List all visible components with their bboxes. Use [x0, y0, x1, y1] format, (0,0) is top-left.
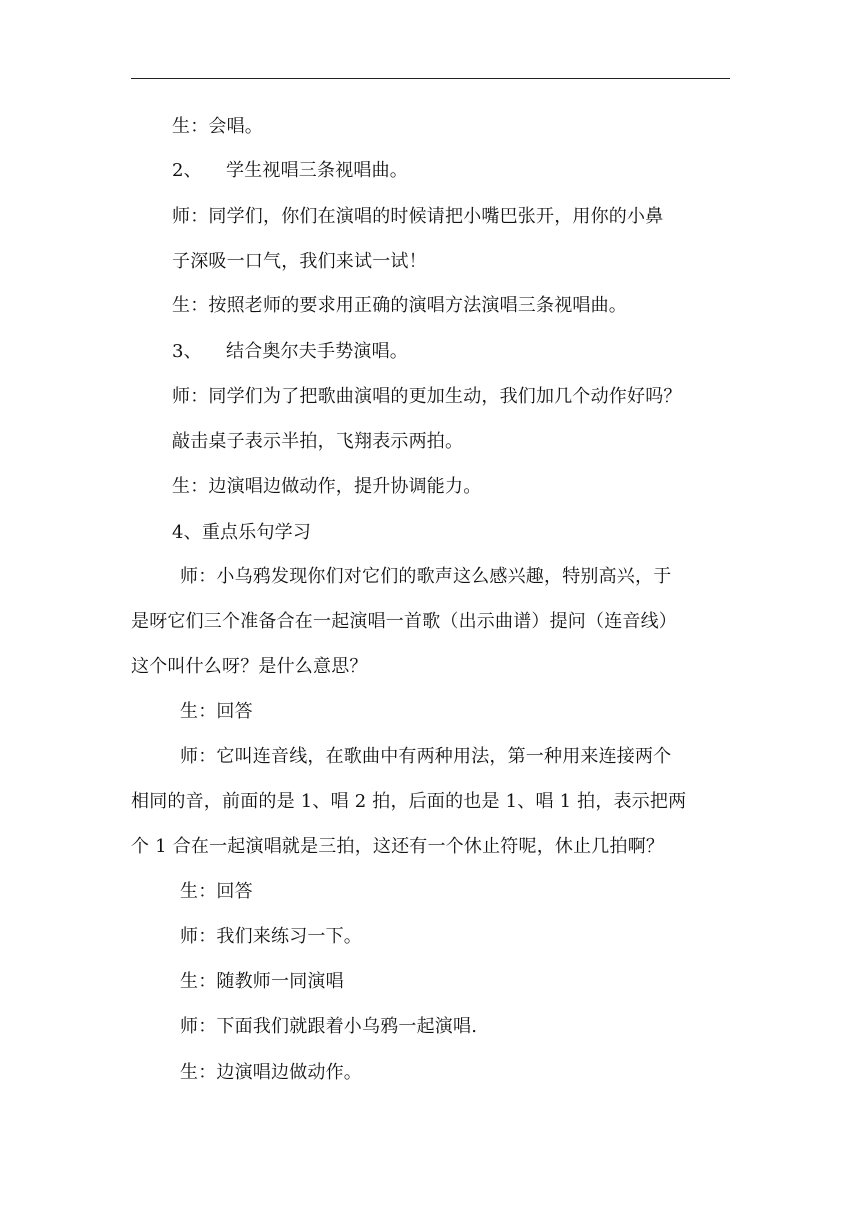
dialogue-line: 生：会唱。: [172, 116, 263, 137]
dialogue-line: 生：边演唱边做动作。: [180, 1062, 362, 1083]
dialogue-line: 师：我们来练习一下。: [180, 926, 362, 947]
dialogue-line: 这个叫什么呀？是什么意思？: [131, 656, 368, 677]
dialogue-line: 生：回答: [180, 881, 253, 902]
dialogue-line: 生：随教师一同演唱: [180, 971, 344, 992]
dialogue-line: 子深吸一口气，我们来试一试！: [172, 251, 427, 272]
step-number: 2、: [172, 160, 202, 181]
dialogue-line: 师：它叫连音线，在歌曲中有两种用法，第一种用来连接两个: [180, 746, 672, 767]
dialogue-line: 生：边演唱边做动作，提升协调能力。: [172, 476, 482, 497]
dialogue-line: 相同的音，前面的是 1、唱 2 拍，后面的也是 1、唱 1 拍，表示把两: [131, 791, 687, 812]
dialogue-line: 师：同学们为了把歌曲演唱的更加生动，我们加几个动作好吗？: [172, 386, 682, 407]
numbered-step: [172, 341, 408, 363]
dialogue-line: 生：回答: [180, 701, 253, 722]
dialogue-line: 生：按照老师的要求用正确的演唱方法演唱三条视唱曲。: [172, 295, 627, 316]
step-text: 学生视唱三条视唱曲。: [226, 160, 408, 181]
numbered-step: [172, 160, 408, 182]
dialogue-line: 师：下面我们就跟着小乌鸦一起演唱.: [180, 1016, 478, 1037]
dialogue-line: 师：小乌鸦发现你们对它们的歌声这么感兴趣，特别高兴，于: [180, 566, 672, 587]
dialogue-line: 敲击桌子表示半拍，飞翔表示两拍。: [172, 431, 464, 452]
section-heading: 4、重点乐句学习: [172, 522, 312, 543]
dialogue-line: 师：同学们，你们在演唱的时候请把小嘴巴张开，用你的小鼻: [172, 206, 664, 227]
dialogue-line: 是呀它们三个准备合在一起演唱一首歌（出示曲谱）提问（连音线）: [131, 611, 677, 632]
step-number: 3、: [172, 341, 202, 362]
dialogue-line: 个 1 合在一起演唱就是三拍，这还有一个休止符呢，休止几拍啊？: [131, 836, 665, 857]
step-text: 结合奥尔夫手势演唱。: [226, 341, 408, 362]
header-rule: [131, 78, 730, 79]
